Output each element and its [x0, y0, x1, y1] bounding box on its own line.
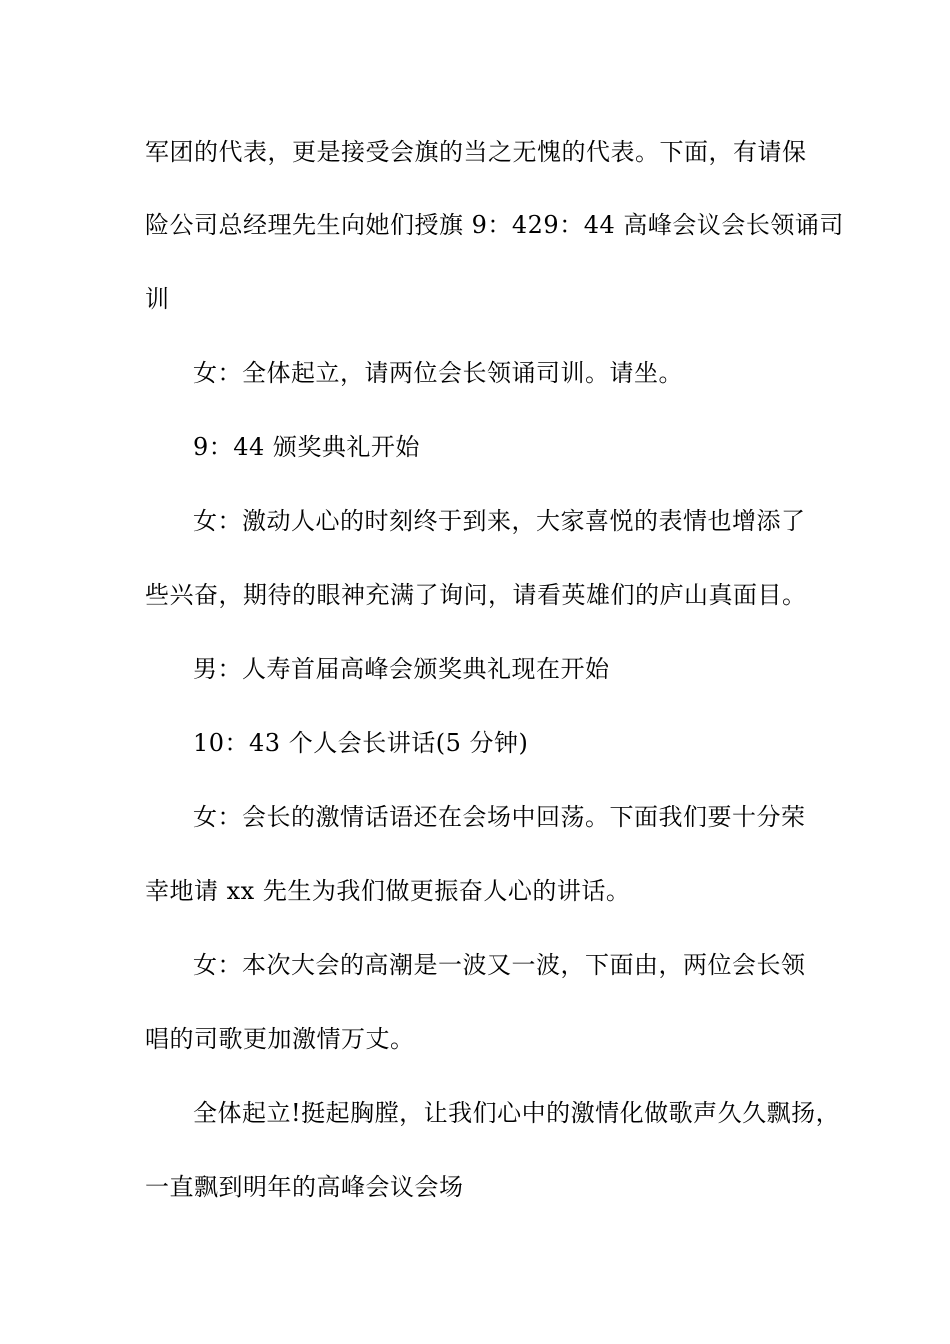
text-line: 男：人寿首届高峰会颁奖典礼现在开始 — [193, 655, 610, 683]
text-line: 些兴奋，期待的眼神充满了询问，请看英雄们的庐山真面目。 — [145, 581, 807, 609]
text-line: 女：全体起立，请两位会长领诵司训。请坐。 — [193, 359, 683, 387]
text-line: 训 — [145, 285, 170, 313]
text-line: 险公司总经理先生向她们授旗 9：429：44 高峰会议会长领诵司 — [145, 211, 844, 239]
text-line: 一直飘到明年的高峰会议会场 — [145, 1173, 464, 1201]
text-line: 全体起立!挺起胸膛，让我们心中的激情化做歌声久久飘扬， — [193, 1099, 841, 1127]
text-line: 女：激动人心的时刻终于到来，大家喜悦的表情也增添了 — [193, 507, 806, 535]
text-line: 女：会长的激情话语还在会场中回荡。下面我们要十分荣 — [193, 803, 806, 831]
text-line: 9：44 颁奖典礼开始 — [193, 433, 420, 461]
text-line: 唱的司歌更加激情万丈。 — [145, 1025, 415, 1053]
text-line: 女：本次大会的高潮是一波又一波，下面由，两位会长领 — [193, 951, 806, 979]
text-line: 10：43 个人会长讲话(5 分钟) — [193, 729, 529, 757]
text-line: 幸地请 xx 先生为我们做更振奋人心的讲话。 — [145, 877, 631, 905]
text-line: 军团的代表，更是接受会旗的当之无愧的代表。下面，有请保 — [145, 138, 807, 166]
